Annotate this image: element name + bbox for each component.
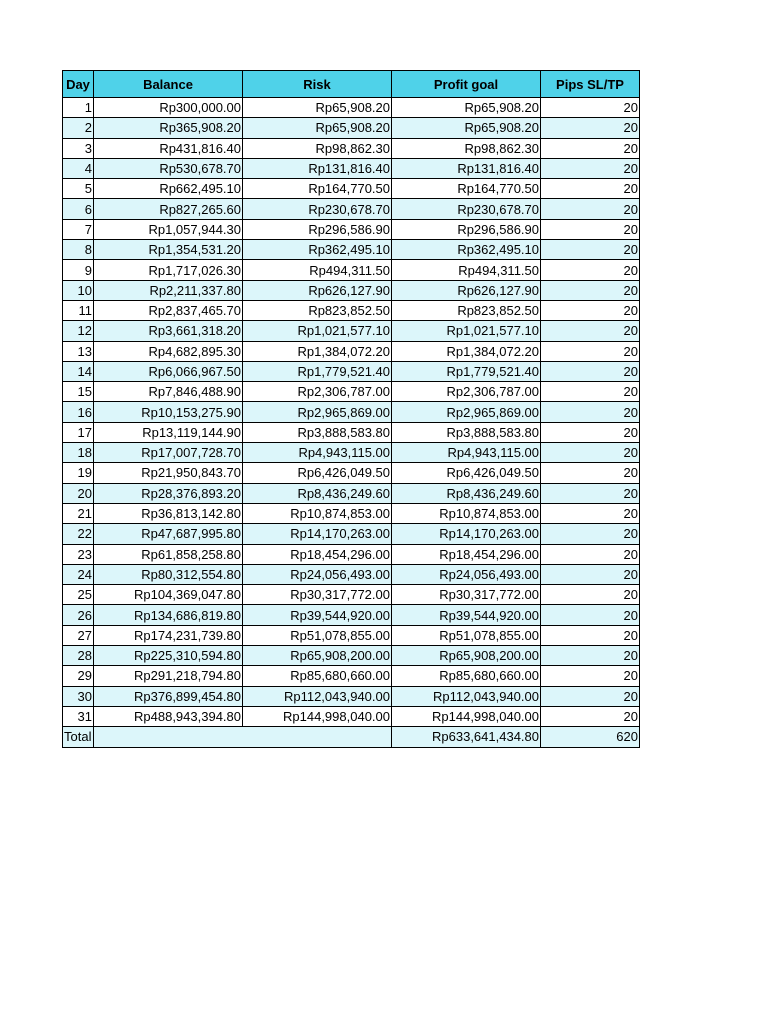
cell-pips[interactable]: 20	[541, 179, 640, 199]
cell-balance[interactable]: Rp1,717,026.30	[94, 260, 243, 280]
cell-balance[interactable]: Rp300,000.00	[94, 98, 243, 118]
cell-day[interactable]: 31	[63, 706, 94, 726]
cell-day[interactable]: 25	[63, 585, 94, 605]
cell-risk[interactable]: Rp1,384,072.20	[243, 341, 392, 361]
cell-balance[interactable]: Rp488,943,394.80	[94, 706, 243, 726]
cell-risk[interactable]: Rp296,586.90	[243, 219, 392, 239]
cell-balance[interactable]: Rp28,376,893.20	[94, 483, 243, 503]
cell-pips[interactable]: 20	[541, 564, 640, 584]
cell-profit-goal[interactable]: Rp1,779,521.40	[392, 361, 541, 381]
cell-profit-goal[interactable]: Rp24,056,493.00	[392, 564, 541, 584]
cell-profit-goal[interactable]: Rp8,436,249.60	[392, 483, 541, 503]
cell-risk[interactable]: Rp112,043,940.00	[243, 686, 392, 706]
cell-risk[interactable]: Rp1,021,577.10	[243, 321, 392, 341]
cell-balance[interactable]: Rp291,218,794.80	[94, 666, 243, 686]
cell-profit-goal[interactable]: Rp14,170,263.00	[392, 524, 541, 544]
cell-pips[interactable]: 20	[541, 443, 640, 463]
cell-risk[interactable]: Rp3,888,583.80	[243, 422, 392, 442]
cell-risk[interactable]: Rp65,908.20	[243, 118, 392, 138]
cell-pips[interactable]: 20	[541, 341, 640, 361]
cell-balance[interactable]: Rp13,119,144.90	[94, 422, 243, 442]
cell-balance[interactable]: Rp7,846,488.90	[94, 382, 243, 402]
table-row	[63, 503, 640, 523]
cell-day[interactable]: 13	[63, 341, 94, 361]
cell-balance[interactable]: Rp530,678.70	[94, 158, 243, 178]
cell-pips[interactable]: 20	[541, 118, 640, 138]
table-row	[63, 706, 640, 726]
cell-risk[interactable]: Rp1,779,521.40	[243, 361, 392, 381]
cell-profit-goal[interactable]: Rp18,454,296.00	[392, 544, 541, 564]
total-pips[interactable]: 620	[541, 727, 640, 747]
cell-day[interactable]: 10	[63, 280, 94, 300]
cell-pips[interactable]: 20	[541, 402, 640, 422]
cell-balance[interactable]: Rp1,354,531.20	[94, 240, 243, 260]
cell-pips[interactable]: 20	[541, 382, 640, 402]
cell-risk[interactable]: Rp6,426,049.50	[243, 463, 392, 483]
cell-day[interactable]: 8	[63, 240, 94, 260]
cell-pips[interactable]: 20	[541, 240, 640, 260]
table-row	[63, 260, 640, 280]
cell-profit-goal[interactable]: Rp2,306,787.00	[392, 382, 541, 402]
table-row	[63, 686, 640, 706]
cell-day[interactable]: 28	[63, 646, 94, 666]
cell-profit-goal[interactable]: Rp823,852.50	[392, 300, 541, 320]
table-row	[63, 138, 640, 158]
cell-pips[interactable]: 20	[541, 686, 640, 706]
total-row	[63, 727, 640, 747]
cell-profit-goal[interactable]: Rp362,495.10	[392, 240, 541, 260]
cell-pips[interactable]: 20	[541, 706, 640, 726]
table-row	[63, 402, 640, 422]
cell-profit-goal[interactable]: Rp1,021,577.10	[392, 321, 541, 341]
cell-risk[interactable]: Rp98,862.30	[243, 138, 392, 158]
table-row	[63, 179, 640, 199]
table-row	[63, 666, 640, 686]
cell-day[interactable]: 14	[63, 361, 94, 381]
cell-profit-goal[interactable]: Rp65,908.20	[392, 118, 541, 138]
cell-pips[interactable]: 20	[541, 219, 640, 239]
cell-pips[interactable]: 20	[541, 98, 640, 118]
table-body	[63, 98, 640, 748]
cell-risk[interactable]: Rp18,454,296.00	[243, 544, 392, 564]
total-profit-goal[interactable]: Rp633,641,434.80	[392, 727, 541, 747]
cell-balance[interactable]: Rp662,495.10	[94, 179, 243, 199]
cell-pips[interactable]: 20	[541, 666, 640, 686]
cell-risk[interactable]: Rp10,874,853.00	[243, 503, 392, 523]
cell-profit-goal[interactable]: Rp164,770.50	[392, 179, 541, 199]
cell-balance[interactable]: Rp6,066,967.50	[94, 361, 243, 381]
cell-pips[interactable]: 20	[541, 646, 640, 666]
cell-pips[interactable]: 20	[541, 321, 640, 341]
cell-pips[interactable]: 20	[541, 199, 640, 219]
cell-day[interactable]: 2	[63, 118, 94, 138]
cell-balance[interactable]: Rp225,310,594.80	[94, 646, 243, 666]
cell-balance[interactable]: Rp3,661,318.20	[94, 321, 243, 341]
table-row	[63, 341, 640, 361]
cell-balance[interactable]: Rp80,312,554.80	[94, 564, 243, 584]
table-row	[63, 483, 640, 503]
cell-balance[interactable]: Rp431,816.40	[94, 138, 243, 158]
table-row	[63, 422, 640, 442]
table-row	[63, 585, 640, 605]
cell-day[interactable]: 19	[63, 463, 94, 483]
cell-profit-goal[interactable]: Rp39,544,920.00	[392, 605, 541, 625]
cell-balance[interactable]: Rp134,686,819.80	[94, 605, 243, 625]
table-row	[63, 605, 640, 625]
cell-risk[interactable]: Rp39,544,920.00	[243, 605, 392, 625]
cell-pips[interactable]: 20	[541, 463, 640, 483]
cell-balance[interactable]: Rp4,682,895.30	[94, 341, 243, 361]
table-row	[63, 625, 640, 645]
cell-day[interactable]: 12	[63, 321, 94, 341]
cell-balance[interactable]: Rp47,687,995.80	[94, 524, 243, 544]
cell-day[interactable]: 1	[63, 98, 94, 118]
cell-balance[interactable]: Rp61,858,258.80	[94, 544, 243, 564]
table-row	[63, 98, 640, 118]
cell-profit-goal[interactable]: Rp30,317,772.00	[392, 585, 541, 605]
cell-day[interactable]: 11	[63, 300, 94, 320]
cell-profit-goal[interactable]: Rp131,816.40	[392, 158, 541, 178]
cell-risk[interactable]: Rp85,680,660.00	[243, 666, 392, 686]
header-risk[interactable]: Risk	[243, 71, 392, 98]
cell-day[interactable]: 23	[63, 544, 94, 564]
table-row	[63, 463, 640, 483]
table-row	[63, 544, 640, 564]
header-day[interactable]: Day	[63, 71, 94, 98]
cell-day[interactable]: 3	[63, 138, 94, 158]
cell-pips[interactable]: 20	[541, 483, 640, 503]
cell-profit-goal[interactable]: Rp2,965,869.00	[392, 402, 541, 422]
table-row	[63, 361, 640, 381]
cell-risk[interactable]: Rp2,965,869.00	[243, 402, 392, 422]
cell-profit-goal[interactable]: Rp112,043,940.00	[392, 686, 541, 706]
cell-pips[interactable]: 20	[541, 422, 640, 442]
cell-profit-goal[interactable]: Rp6,426,049.50	[392, 463, 541, 483]
cell-profit-goal[interactable]: Rp626,127.90	[392, 280, 541, 300]
cell-risk[interactable]: Rp2,306,787.00	[243, 382, 392, 402]
cell-risk[interactable]: Rp51,078,855.00	[243, 625, 392, 645]
cell-day[interactable]: 9	[63, 260, 94, 280]
cell-profit-goal[interactable]: Rp4,943,115.00	[392, 443, 541, 463]
cell-balance[interactable]: Rp365,908.20	[94, 118, 243, 138]
table-row	[63, 443, 640, 463]
cell-profit-goal[interactable]: Rp65,908.20	[392, 98, 541, 118]
total-label[interactable]: Total	[63, 727, 94, 747]
cell-profit-goal[interactable]: Rp296,586.90	[392, 219, 541, 239]
cell-risk[interactable]: Rp14,170,263.00	[243, 524, 392, 544]
cell-profit-goal[interactable]: Rp494,311.50	[392, 260, 541, 280]
cell-pips[interactable]: 20	[541, 280, 640, 300]
cell-profit-goal[interactable]: Rp10,874,853.00	[392, 503, 541, 523]
cell-day[interactable]: 17	[63, 422, 94, 442]
cell-balance[interactable]: Rp10,153,275.90	[94, 402, 243, 422]
total-empty-cell[interactable]	[94, 727, 392, 747]
cell-risk[interactable]: Rp164,770.50	[243, 179, 392, 199]
cell-balance[interactable]: Rp2,837,465.70	[94, 300, 243, 320]
cell-day[interactable]: 20	[63, 483, 94, 503]
table-row	[63, 118, 640, 138]
cell-balance[interactable]: Rp827,265.60	[94, 199, 243, 219]
cell-pips[interactable]: 20	[541, 361, 640, 381]
cell-risk[interactable]: Rp362,495.10	[243, 240, 392, 260]
cell-balance[interactable]: Rp1,057,944.30	[94, 219, 243, 239]
cell-risk[interactable]: Rp65,908.20	[243, 98, 392, 118]
cell-day[interactable]: 21	[63, 503, 94, 523]
cell-risk[interactable]: Rp4,943,115.00	[243, 443, 392, 463]
cell-profit-goal[interactable]: Rp1,384,072.20	[392, 341, 541, 361]
cell-pips[interactable]: 20	[541, 585, 640, 605]
table-row	[63, 219, 640, 239]
cell-pips[interactable]: 20	[541, 138, 640, 158]
cell-pips[interactable]: 20	[541, 605, 640, 625]
cell-balance[interactable]: Rp21,950,843.70	[94, 463, 243, 483]
cell-pips[interactable]: 20	[541, 544, 640, 564]
cell-day[interactable]: 7	[63, 219, 94, 239]
cell-pips[interactable]: 20	[541, 300, 640, 320]
cell-day[interactable]: 6	[63, 199, 94, 219]
table-row	[63, 564, 640, 584]
cell-risk[interactable]: Rp30,317,772.00	[243, 585, 392, 605]
cell-day[interactable]: 18	[63, 443, 94, 463]
trading-plan-table	[62, 70, 640, 748]
cell-risk[interactable]: Rp131,816.40	[243, 158, 392, 178]
cell-balance[interactable]: Rp174,231,739.80	[94, 625, 243, 645]
cell-profit-goal[interactable]: Rp144,998,040.00	[392, 706, 541, 726]
cell-profit-goal[interactable]: Rp51,078,855.00	[392, 625, 541, 645]
table-row	[63, 158, 640, 178]
cell-day[interactable]: 15	[63, 382, 94, 402]
table-row	[63, 524, 640, 544]
cell-risk[interactable]: Rp65,908,200.00	[243, 646, 392, 666]
cell-day[interactable]: 24	[63, 564, 94, 584]
cell-balance[interactable]: Rp17,007,728.70	[94, 443, 243, 463]
cell-day[interactable]: 22	[63, 524, 94, 544]
cell-balance[interactable]: Rp2,211,337.80	[94, 280, 243, 300]
header-row	[63, 71, 640, 98]
cell-day[interactable]: 29	[63, 666, 94, 686]
cell-day[interactable]: 26	[63, 605, 94, 625]
cell-risk[interactable]: Rp24,056,493.00	[243, 564, 392, 584]
cell-risk[interactable]: Rp144,998,040.00	[243, 706, 392, 726]
cell-pips[interactable]: 20	[541, 158, 640, 178]
cell-profit-goal[interactable]: Rp98,862.30	[392, 138, 541, 158]
cell-balance[interactable]: Rp36,813,142.80	[94, 503, 243, 523]
cell-balance[interactable]: Rp104,369,047.80	[94, 585, 243, 605]
table-row	[63, 240, 640, 260]
cell-profit-goal[interactable]: Rp65,908,200.00	[392, 646, 541, 666]
header-profit-goal[interactable]: Profit goal	[392, 71, 541, 98]
header-pips[interactable]: Pips SL/TP	[541, 71, 640, 98]
cell-balance[interactable]: Rp376,899,454.80	[94, 686, 243, 706]
cell-pips[interactable]: 20	[541, 503, 640, 523]
cell-day[interactable]: 4	[63, 158, 94, 178]
cell-pips[interactable]: 20	[541, 524, 640, 544]
cell-day[interactable]: 5	[63, 179, 94, 199]
cell-risk[interactable]: Rp626,127.90	[243, 280, 392, 300]
cell-pips[interactable]: 20	[541, 260, 640, 280]
cell-profit-goal[interactable]: Rp3,888,583.80	[392, 422, 541, 442]
cell-profit-goal[interactable]: Rp85,680,660.00	[392, 666, 541, 686]
cell-risk[interactable]: Rp230,678.70	[243, 199, 392, 219]
cell-risk[interactable]: Rp8,436,249.60	[243, 483, 392, 503]
table-row	[63, 382, 640, 402]
cell-profit-goal[interactable]: Rp230,678.70	[392, 199, 541, 219]
header-balance[interactable]: Balance	[94, 71, 243, 98]
cell-day[interactable]: 16	[63, 402, 94, 422]
table-row	[63, 646, 640, 666]
table-row	[63, 280, 640, 300]
cell-pips[interactable]: 20	[541, 625, 640, 645]
table-row	[63, 300, 640, 320]
cell-day[interactable]: 30	[63, 686, 94, 706]
table-row	[63, 321, 640, 341]
table-row	[63, 199, 640, 219]
cell-day[interactable]: 27	[63, 625, 94, 645]
cell-risk[interactable]: Rp494,311.50	[243, 260, 392, 280]
cell-risk[interactable]: Rp823,852.50	[243, 300, 392, 320]
